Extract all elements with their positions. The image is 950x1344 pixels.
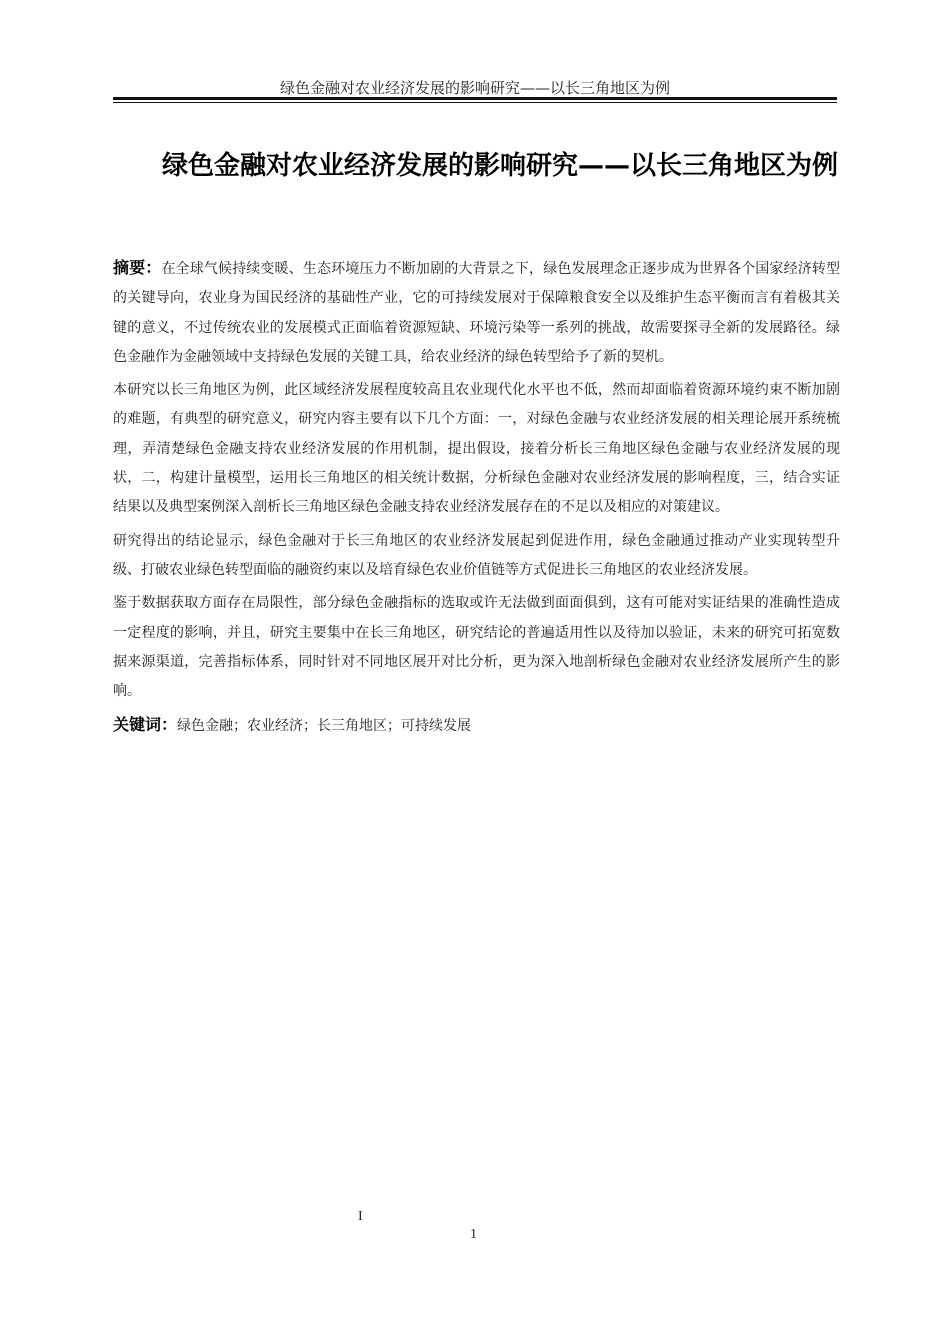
header-rule bbox=[113, 97, 837, 100]
running-header: 绿色金融对农业经济发展的影响研究——以长三角地区为例 bbox=[279, 79, 670, 97]
keywords-text: 绿色金融；农业经济；长三角地区；可持续发展 bbox=[177, 718, 472, 735]
abstract-label: 摘要： bbox=[113, 258, 162, 277]
roman-page-number: I bbox=[358, 1209, 363, 1224]
header-rule-thin bbox=[113, 102, 837, 103]
document-title: 绿色金融对农业经济发展的影响研究——以长三角地区为例 bbox=[161, 151, 838, 181]
abstract-paragraph-1 bbox=[113, 253, 840, 372]
page-number: 1 bbox=[470, 1227, 477, 1242]
keywords-line bbox=[113, 710, 840, 741]
abstract-paragraph-3: 研究得出的结论显示，绿色金融对于长三角地区的农业经济发展起到促进作用，绿色金融通过推动产业实现转型升级、打破农业绿色转型面临的融资约束以及培育绿色农业价值链等方式促进长三角地区的农业经济发展。 bbox=[113, 532, 840, 578]
keywords-label: 关键词： bbox=[113, 715, 178, 735]
abstract-section bbox=[113, 253, 840, 746]
abstract-text-1: 在全球气候持续变暖、生态环境压力不断加剧的大背景之下，绿色发展理念正逐步成为世界各个国家经济转型的关键导向，农业身为国民经济的基础性产业，它的可持续发展对于保障粮食安全以及维护生态平衡而言有着极其关键的意义，不过传统农业的发展模式正面临着资源短缺、环境污染等一系列的挑战，故需要探寻全新的发展路径。绿色金融作为金融领域中支持绿色发展的关键工具，给农业经济的绿色转型给予了新的契机。 bbox=[113, 261, 840, 365]
abstract-paragraph-2: 本研究以长三角地区为例，此区域经济发展程度较高且农业现代化水平也不低，然而却面临着资源环境约束不断加剧的难题，有典型的研究意义，研究内容主要有以下几个方面：一，对绿色金融与农业经济发展的相关理论展开系统梳理，弄清楚绿色金融支持农业经济发展的作用机制，提出假设，接着分析长三角地区绿色金融与农业经济发展的现状，二，构建计量模型，运用长三角地区的相关统计数据，分析绿色金融对农业经济发展的影响程度，三，结合实证结果以及典型案例深入剖析长三角地区绿色金融支持农业经济发展存在的不足以及相应的对策建议。 bbox=[113, 382, 840, 516]
abstract-paragraph-4: 鉴于数据获取方面存在局限性，部分绿色金融指标的选取或许无法做到面面俱到，这有可能对实证结果的准确性造成一定程度的影响，并且，研究主要集中在长三角地区，研究结论的普遍适用性以及待加以验证，未来的研究可拓宽数据来源渠道，完善指标体系，同时针对不同地区展开对比分析，更为深入地剖析绿色金融对农业经济发展所产生的影响。 bbox=[113, 595, 840, 700]
